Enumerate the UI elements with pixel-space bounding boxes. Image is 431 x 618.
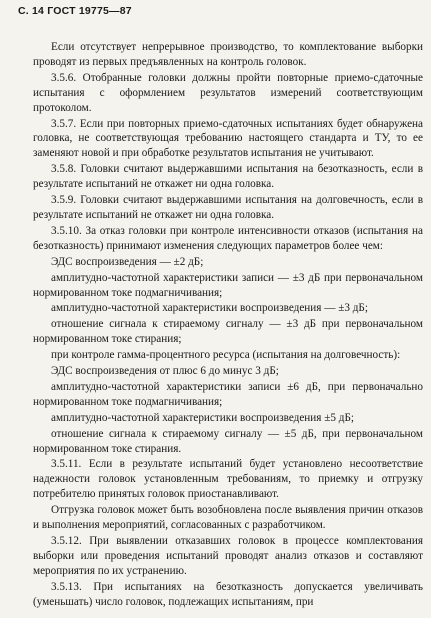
paragraph: амплитудно-частотной характеристики воспроизведения ±5 дБ; — [51, 411, 354, 424]
paragraph: 3.5.9. Головки считают выдержавшими испытания на долговечность, если в результате испытаний не откажет ни одна головка. — [33, 194, 423, 221]
paragraph: при контроле гамма-процентного ресурса (испытания на долговечность): — [51, 349, 401, 362]
paragraph: 3.5.7. Если при повторных приемо-сдаточных испытаниях будет обнаружена головка, не соответствующая требованию настоящего стандарта и ТУ, то ее заменяют новой и при обработке результатов испытания не учитывают. — [33, 117, 423, 160]
paragraph: 3.5.11. Если в результате испытаний будет установлено несоответствие надежности головок установленным требованиям, то приемку и отгрузку потребителю принятых головок приостанавливают. — [33, 458, 423, 501]
paragraph: 3.5.10. За отказ головки при контроле интенсивности отказов (испытания на безотказность) принимают изменения следующих параметров более чем: — [33, 224, 423, 252]
paragraph: отношение сигнала к стираемому сигналу — ±3 дБ при первоначальном нормированном токе стирания; — [33, 318, 423, 346]
paragraph: 3.5.6. Отобранные головки должны пройти повторные приемо-сдаточные испытания с оформлением результатов измерений соответствующим протоколом. — [33, 71, 423, 114]
paragraph: ЭДС воспроизведения от плюс 6 до минус 3 дБ; — [51, 365, 279, 378]
paragraph: отношение сигнала к стираемому сигналу — ±5 дБ, при первоначальном нормированном токе стирания. — [33, 427, 423, 455]
paragraph: Если отсутствует непрерывное производство, то комплектование выборки проводят из первых предъявленных на контроль головок. — [33, 41, 423, 68]
page-header: С. 14 ГОСТ 19775—87 — [18, 5, 132, 17]
paragraph: Отгрузка головок может быть возобновлена после выявления причин отказов и выполнения мероприятий, согласованных с разработчиком. — [33, 504, 423, 532]
paragraph: амплитудно-частотной характеристики воспроизведения — ±3 дБ; — [51, 302, 368, 315]
paragraph: 3.5.8. Головки считают выдержавшими испытания на безотказность, если в результате испытаний не откажет ни одна головка. — [33, 163, 423, 191]
paragraph: 3.5.13. При испытаниях на безотказность допускается увеличивать (уменьшать) число головок, подлежащих испытаниям, при — [33, 580, 423, 608]
paragraph: амплитудно-частотной характеристики записи ±6 дБ, при первоначально нормированном токе подмагничивания; — [33, 380, 423, 408]
body-text — [33, 40, 423, 611]
paragraph: ЭДС воспроизведения — ±2 дБ; — [51, 255, 204, 268]
paragraph: амплитудно-частотной характеристики записи — ±3 дБ при первоначальном нормированном токе подмагничивания; — [33, 271, 423, 299]
paragraph: 3.5.12. При выявлении отказавших головок в процессе комплектования выборки или проведения испытаний проводят анализ отказов и составляют мероприятия по их устранению. — [33, 535, 423, 577]
